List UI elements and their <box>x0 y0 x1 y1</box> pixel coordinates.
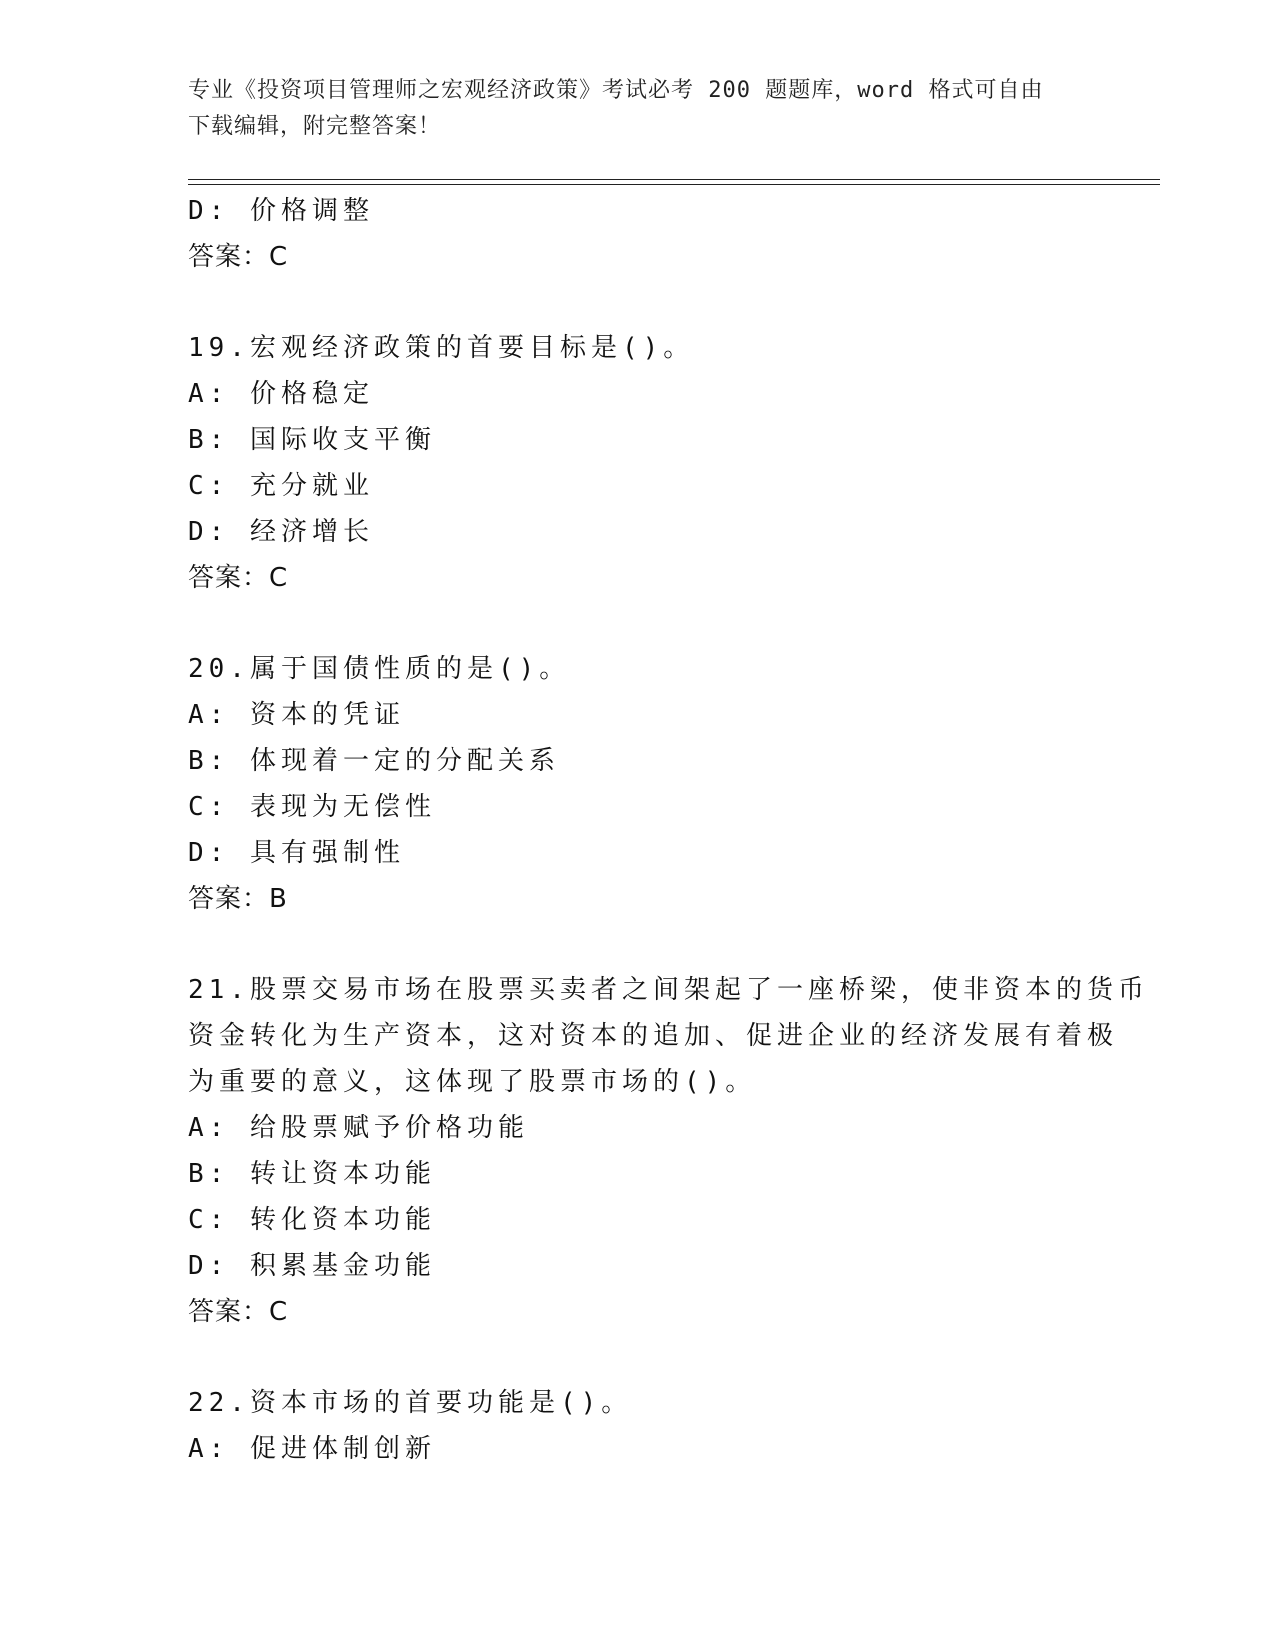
option-b: B: 体现着一定的分配关系 <box>188 746 560 776</box>
answer: 答案：C <box>188 563 289 593</box>
question-content <box>188 188 1149 1472</box>
question-19 <box>188 325 1088 601</box>
header-rule-bottom <box>188 184 1160 185</box>
answer: 答案：C <box>188 242 289 272</box>
question-22 <box>188 1380 1088 1472</box>
spacer <box>188 280 1088 325</box>
question-stem-line-2: 资金转化为生产资本，这对资本的追加、促进企业的经济发展有着极 <box>188 1021 1119 1051</box>
option-c: C: 表现为无偿性 <box>188 792 436 822</box>
question-stem: 20.属于国债性质的是()。 <box>188 654 571 684</box>
option-b: B: 转让资本功能 <box>188 1159 436 1189</box>
question-20 <box>188 646 1088 922</box>
option-d: D: 经济增长 <box>188 517 374 547</box>
question-18 <box>188 188 1088 280</box>
header-rule-top <box>188 179 1160 180</box>
option-a: A: 促进体制创新 <box>188 1434 436 1464</box>
option-d: D: 积累基金功能 <box>188 1251 436 1281</box>
question-stem-line-3: 为重要的意义，这体现了股票市场的()。 <box>188 1067 757 1097</box>
question-stem-line-1: 21.股票交易市场在股票买卖者之间架起了一座桥梁，使非资本的货币 <box>188 975 1149 1005</box>
answer: 答案：C <box>188 1297 289 1327</box>
spacer <box>188 1335 1088 1380</box>
question-stem: 19.宏观经济政策的首要目标是()。 <box>188 333 695 363</box>
question-21 <box>188 967 1149 1335</box>
option-d: D: 价格调整 <box>188 196 374 226</box>
option-a: A: 给股票赋予价格功能 <box>188 1113 529 1143</box>
spacer <box>188 601 1088 646</box>
answer: 答案：B <box>188 884 288 914</box>
option-c: C: 充分就业 <box>188 471 374 501</box>
option-c: C: 转化资本功能 <box>188 1205 436 1235</box>
spacer <box>188 922 1088 967</box>
option-b: B: 国际收支平衡 <box>188 425 436 455</box>
header-line-2: 下载编辑，附完整答案！ <box>188 114 442 139</box>
document-header <box>188 73 1068 145</box>
option-a: A: 价格稳定 <box>188 379 374 409</box>
option-d: D: 具有强制性 <box>188 838 405 868</box>
question-stem: 22.资本市场的首要功能是()。 <box>188 1388 633 1418</box>
option-a: A: 资本的凭证 <box>188 700 405 730</box>
header-line-1: 专业《投资项目管理师之宏观经济政策》考试必考 200 题题库，word 格式可自由 <box>188 78 1044 103</box>
